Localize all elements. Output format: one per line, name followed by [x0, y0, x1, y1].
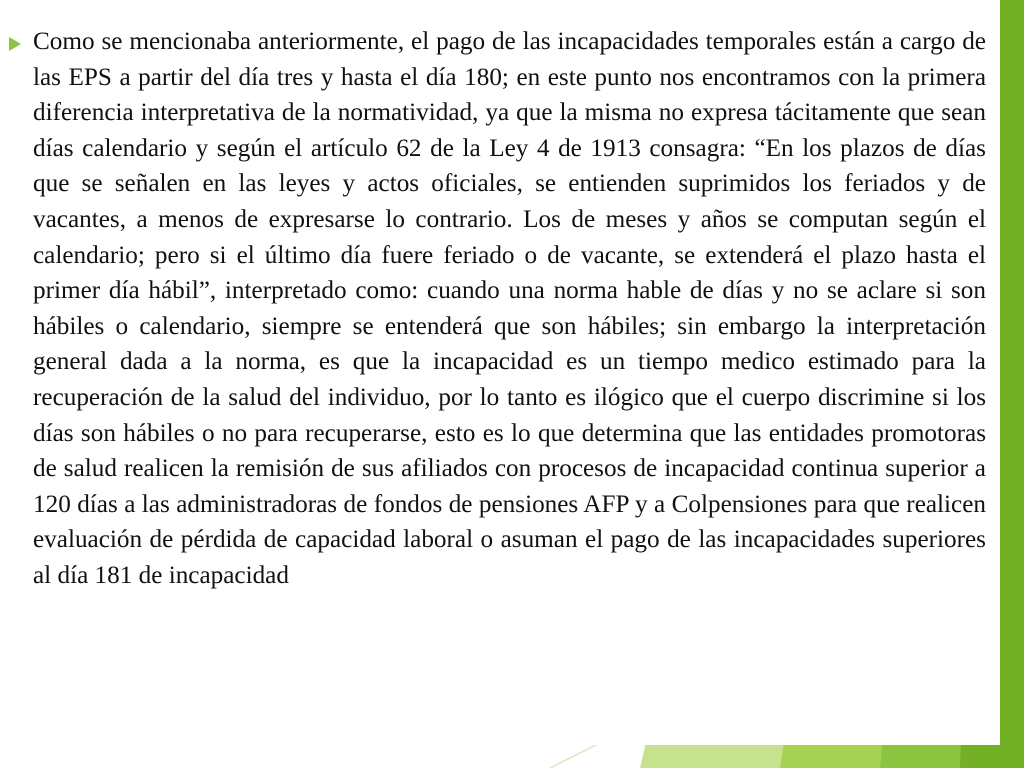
body-paragraph: Como se mencionaba anteriormente, el pago de las incapacidades temporales están a cargo de las EPS a partir del día tres y hasta el día 180; en este punto nos encontramos con la primera diferencia interpretativa de la normatividad, ya que la misma no expresa tácitamente que sean días calendario y según el artículo 62 de la Ley 4 de 1913 consagra: “En los plazos de días que se señalen en las leyes y actos oficiales, se entienden suprimidos los feriados y de vacantes, a menos de expresarse lo contrario. Los de meses y años se computan según el calendario; pero si el último día fuere feriado o de vacante, se extenderá el plazo hasta el primer día hábil”, interpretado como: cuando una norma hable de días y no se aclare si son hábiles o calendario, siempre se entenderá que son hábiles; sin embargo la interpretación general dada a la norma, es que la incapacidad es un tiempo medico estimado para la recuperación de la salud del individuo, por lo tanto es ilógico que el cuerpo discrimine si los días son hábiles o no para recuperarse, esto es lo que determina que las entidades promotoras de salud realicen la remisión de sus afiliados con procesos de incapacidad continua superior a 120 días a las administradoras de fondos de pensiones AFP y a Colpensiones para que realicen evaluación de pérdida de capacidad laboral o asuman el pago de las incapacidades superiores al día 181 de incapacidad	[33, 28, 986, 589]
triangle-bullet-icon	[9, 37, 21, 51]
